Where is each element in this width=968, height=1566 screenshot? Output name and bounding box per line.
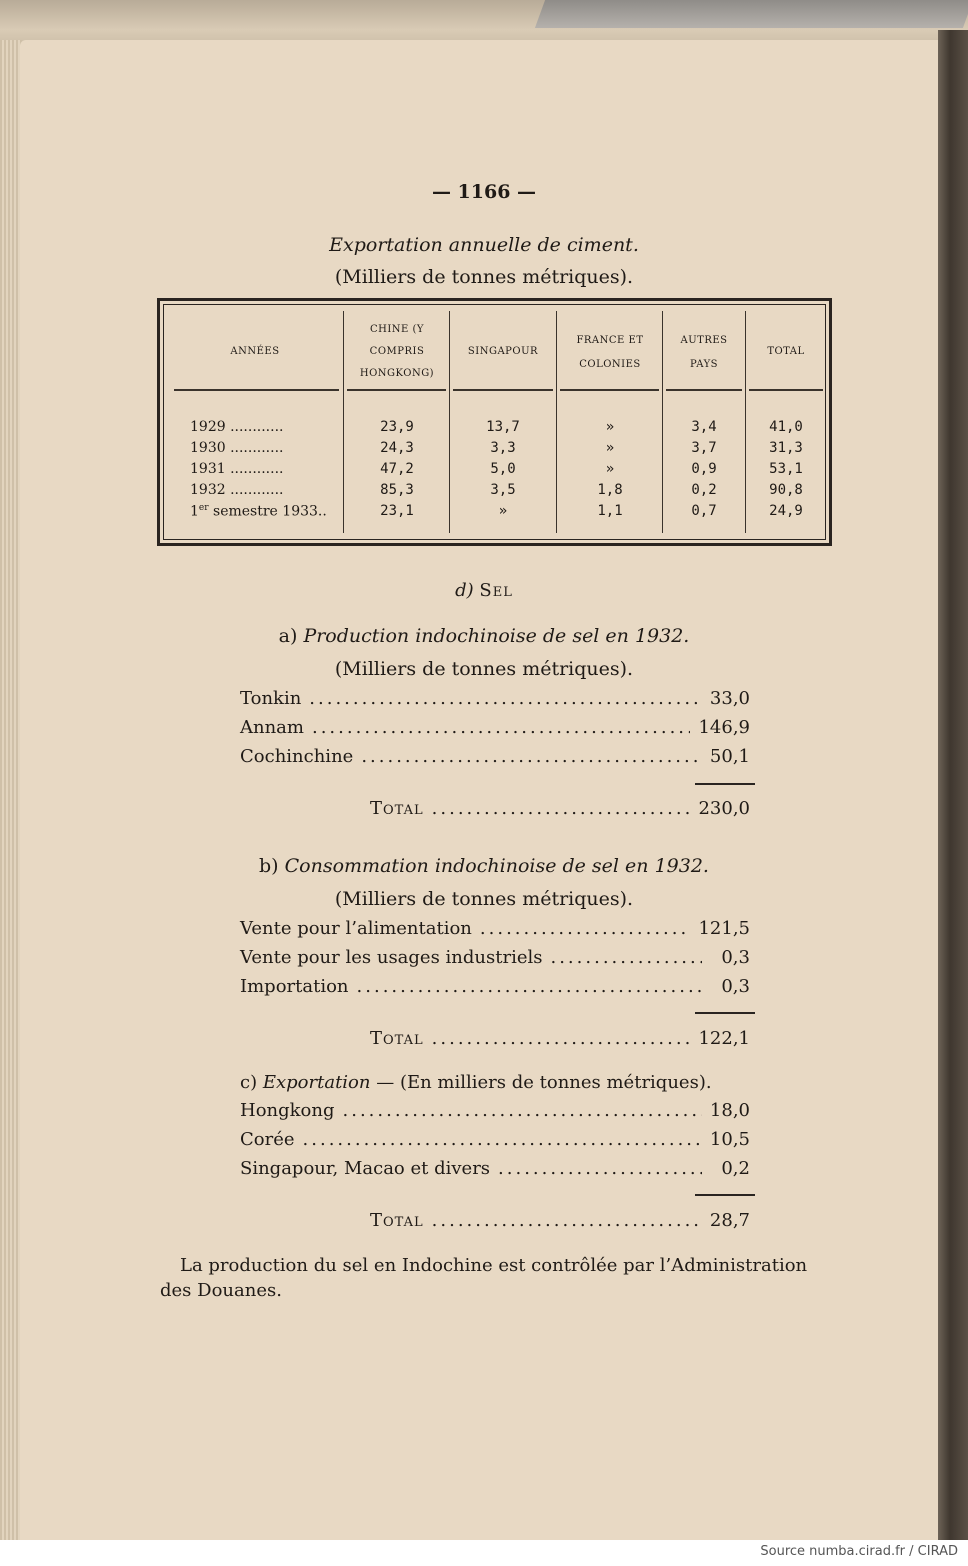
cell-chine: 47,2 [380, 461, 414, 477]
leader-dots [550, 947, 702, 968]
cell-total: 90,8 [769, 482, 803, 498]
header-annees: ANNÉES [230, 346, 280, 357]
header-singapour: SINGAPOUR [467, 346, 539, 357]
item-label: Tonkin [240, 688, 302, 709]
header-france-line1: FRANCE ET [576, 335, 644, 346]
col-divider [343, 311, 344, 533]
header-chine-line2: COMPRIS [369, 346, 425, 357]
item-value: 0,2 [721, 1158, 750, 1179]
item-value: 10,5 [709, 1129, 750, 1150]
item-value: 33,0 [709, 688, 750, 709]
cell-chine: 85,3 [380, 482, 414, 498]
cell-autres: 3,7 [691, 440, 717, 456]
cell-singapour: » [498, 503, 508, 519]
production-unit: (Milliers de tonnes métriques). [334, 658, 634, 680]
source-credit: Source numba.cirad.fr / CIRAD [760, 1544, 958, 1559]
item-value: 0,3 [721, 947, 750, 968]
item-label: Annam [240, 717, 304, 738]
production-title-text: Production indochinoise de sel en 1932. [303, 625, 690, 647]
item-value: 50,1 [709, 746, 750, 767]
cell-singapour: 5,0 [490, 461, 516, 477]
sum-rule [695, 1194, 755, 1196]
sel-heading-word: Sel [479, 580, 513, 601]
exportation-title-text: Exportation [262, 1072, 371, 1093]
consommation-title [0, 855, 968, 877]
list-item [240, 1100, 750, 1128]
list-item [240, 746, 750, 774]
leader-dots [357, 976, 702, 997]
cell-chine: 24,3 [380, 440, 414, 456]
exportation-prefix: c) [240, 1072, 258, 1093]
total-row [370, 1028, 750, 1056]
cement-title: Exportation annuelle de ciment. [329, 234, 639, 256]
cell-singapour: 3,5 [490, 482, 516, 498]
list-item [240, 918, 750, 946]
item-label: Hongkong [240, 1100, 335, 1121]
consommation-prefix: b) [259, 855, 279, 877]
total-value: 230,0 [698, 798, 750, 819]
closing-paragraph-line2: des Douanes. [160, 1280, 282, 1301]
production-prefix: a) [278, 625, 298, 647]
col-divider [556, 311, 557, 533]
row-year [190, 503, 327, 520]
cell-autres: 0,9 [691, 461, 717, 477]
sel-heading-letter: d) [455, 580, 474, 601]
header-france-line2: COLONIES [579, 359, 641, 370]
page-number: — 1166 — [431, 181, 537, 203]
row-year: 1931 ............ [190, 461, 284, 477]
sum-rule [695, 1012, 755, 1014]
cell-chine: 23,1 [380, 503, 414, 519]
leader-dots [361, 746, 702, 767]
cement-unit: (Milliers de tonnes métriques). [334, 266, 634, 288]
header-autres-line1: AUTRES [680, 335, 728, 346]
item-value: 18,0 [709, 1100, 750, 1121]
cell-total: 24,9 [769, 503, 803, 519]
source-bar [0, 1540, 968, 1566]
cell-france: » [605, 419, 615, 435]
col-divider [662, 311, 663, 533]
closing-paragraph-line1: La production du sel en Indochine est contrôlée par l’Administration [180, 1255, 808, 1276]
item-label: Corée [240, 1129, 295, 1150]
cell-total: 41,0 [769, 419, 803, 435]
total-label: Total [370, 1210, 424, 1231]
cell-france: » [605, 461, 615, 477]
cell-total: 53,1 [769, 461, 803, 477]
total-label: Total [370, 798, 424, 819]
consommation-unit: (Milliers de tonnes métriques). [334, 888, 634, 910]
exportation-title [240, 1072, 712, 1093]
header-rule [666, 389, 742, 391]
header-chine-line1: CHINE (Y [369, 324, 425, 335]
list-item [240, 688, 750, 716]
page-stack-left [0, 40, 22, 1540]
cell-total: 31,3 [769, 440, 803, 456]
total-value: 28,7 [709, 1210, 750, 1231]
item-value: 146,9 [698, 717, 750, 738]
cell-france: » [605, 440, 615, 456]
leader-dots [498, 1158, 702, 1179]
item-label: Cochinchine [240, 746, 354, 767]
header-autres-line2: PAYS [689, 359, 719, 370]
row-year: 1929 ............ [190, 419, 284, 435]
item-label: Singapour, Macao et divers [240, 1158, 491, 1179]
cell-chine: 23,9 [380, 419, 414, 435]
header-rule [560, 389, 659, 391]
list-item [240, 1158, 750, 1186]
col-divider [449, 311, 450, 533]
leader-dots [303, 1129, 702, 1150]
cell-france: 1,1 [597, 503, 623, 519]
cell-singapour: 3,3 [490, 440, 516, 456]
leader-dots [432, 1028, 691, 1049]
leader-dots [480, 918, 691, 939]
row-year-superscript: er [198, 503, 209, 513]
leader-dots [343, 1100, 702, 1121]
header-chine-line3: HONGKONG) [359, 368, 435, 379]
leader-dots [312, 717, 690, 738]
header-rule [174, 389, 339, 391]
list-item [240, 717, 750, 745]
consommation-title-text: Consommation indochinoise de sel en 1932. [284, 855, 709, 877]
list-item [240, 976, 750, 1004]
sum-rule [695, 783, 755, 785]
book-spine-right [938, 30, 968, 1542]
total-label: Total [370, 1028, 424, 1049]
row-year-number: 1 [190, 503, 199, 520]
sel-heading [0, 580, 968, 601]
item-label: Vente pour les usages industriels [240, 947, 543, 968]
item-value: 121,5 [698, 918, 750, 939]
header-rule [453, 389, 553, 391]
item-value: 0,3 [721, 976, 750, 997]
header-total: TOTAL [767, 346, 805, 357]
exportation-title-suffix: — (En milliers de tonnes métriques). [376, 1072, 712, 1093]
cell-singapour: 13,7 [486, 419, 520, 435]
leader-dots [309, 688, 702, 709]
header-rule [749, 389, 823, 391]
cement-table [157, 298, 832, 546]
col-divider [745, 311, 746, 533]
row-year-semester: semestre 1933.. [208, 503, 327, 520]
cell-autres: 0,2 [691, 482, 717, 498]
leader-dots [432, 798, 691, 819]
scanned-page [20, 40, 940, 1540]
cell-autres: 3,4 [691, 419, 717, 435]
list-item [240, 1129, 750, 1157]
total-row [370, 798, 750, 826]
production-title [0, 625, 968, 647]
cell-autres: 0,7 [691, 503, 717, 519]
total-row [370, 1210, 750, 1238]
row-year: 1932 ............ [190, 482, 284, 498]
leader-dots [432, 1210, 702, 1231]
header-rule [347, 389, 446, 391]
cell-france: 1,8 [597, 482, 623, 498]
total-value: 122,1 [698, 1028, 750, 1049]
list-item [240, 947, 750, 975]
item-label: Importation [240, 976, 349, 997]
item-label: Vente pour l’alimentation [240, 918, 472, 939]
row-year: 1930 ............ [190, 440, 284, 456]
